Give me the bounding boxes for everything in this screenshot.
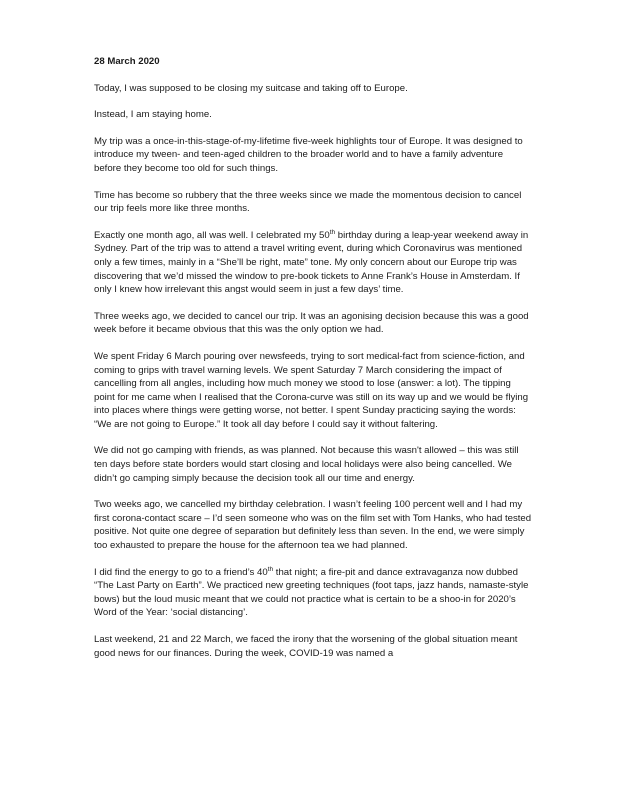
paragraph-7: We spent Friday 6 March pouring over newsfeeds, trying to sort medical-fact from science-fiction, and coming to grips with travel warning levels. We spent Saturday 7 March considering the impact of cancelling from all angles, including how much money we stood to lose (answer: a lot). The tipping point for me came when I realised that the Corona-curve was still on its way up and we would be flying into places where things were getting worse, not better. I spent Sunday practicing saying the words: “We are not going to Europe.” It took all day before I could say it without faltering. bbox=[94, 350, 529, 430]
paragraph-5 bbox=[94, 229, 532, 297]
paragraph-10 bbox=[94, 566, 532, 620]
paragraph-1: Today, I was supposed to be closing my suitcase and taking off to Europe. bbox=[94, 82, 408, 94]
paragraph-3: My trip was a once-in-this-stage-of-my-lifetime five-week highlights tour of Europe. It was designed to introduce my tween- and teen-aged children to the broader world and to have a family adventure before they become too old for such things. bbox=[94, 135, 523, 174]
ordinal-suffix: th bbox=[329, 228, 336, 236]
ordinal-suffix: th bbox=[267, 565, 274, 573]
paragraph-5-text-start: Exactly one month ago, all was well. I celebrated my 50 bbox=[94, 229, 330, 241]
paragraph-9: Two weeks ago, we cancelled my birthday celebration. I wasn’t feeling 100 percent well and I had my first corona-contact scare – I’d seen someone who was on the film set with Tom Hanks, who had tested positive. Not quite one degree of separation but definitely less than seven. In the end, we were simply too exhausted to prepare the house for the afternoon tea we had planned. bbox=[94, 499, 532, 552]
document-body bbox=[94, 55, 532, 673]
paragraph-10-text-start: I did find the energy to go to a friend’s 40 bbox=[94, 566, 268, 578]
paragraph-11: Last weekend, 21 and 22 March, we faced the irony that the worsening of the global situation meant good news for our finances. During the week, COVID-19 was named a bbox=[94, 634, 518, 659]
paragraph-2: Instead, I am staying home. bbox=[94, 109, 212, 121]
paragraph-6: Three weeks ago, we decided to cancel our trip. It was an agonising decision because this was a good week before it became obvious that this was the only option we had. bbox=[94, 310, 529, 336]
paragraph-4: Time has become so rubbery that the three weeks since we made the momentous decision to cancel our trip feels more like three months. bbox=[94, 189, 522, 215]
paragraph-8: We did not go camping with friends, as was planned. Not because this wasn't allowed – this was still ten days before state borders would start closing and local holidays were also being cancelled. We didn’t go camping simply because the decision took all our time and energy. bbox=[94, 445, 519, 484]
paragraph-5-text-end: birthday during a leap-year weekend away in Sydney. Part of the trip was to attend a travel writing event, during which Coronavirus was mentioned only a few times, mainly in a “She’ll be right, mate” tone. My only concern about our Europe trip was discovering that we’d missed the window to pre-book tickets to Anne Frank’s House in Amsterdam. If only I knew how irrelevant this angst would seem in just a few days’ time. bbox=[94, 229, 529, 296]
paragraph-10-text-end: that night; a fire-pit and dance extravaganza now dubbed “The Last Party on Earth”. We practiced new greeting techniques (foot taps, jazz hands, namaste-style bows) but the loud music meant that we could not practice what is certain to be a shoo-in for 2020’s Word of the Year: ‘social distancing’. bbox=[94, 566, 529, 619]
entry-date: 28 March 2020 bbox=[94, 56, 160, 67]
